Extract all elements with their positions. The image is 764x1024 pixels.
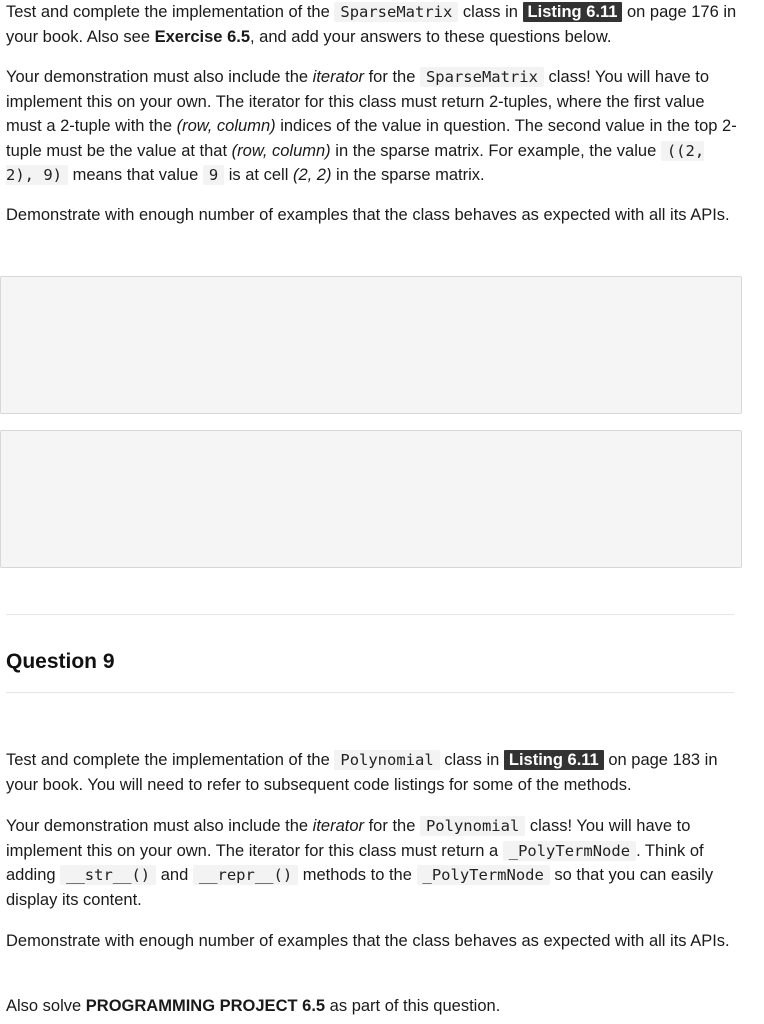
inline-code-tuple-example: ((2, 2), 9) xyxy=(6,141,705,184)
answer-textbox-1[interactable] xyxy=(0,276,742,414)
q8-demonstrate-paragraph: Demonstrate with enough number of examples that the class behaves as expected with all its APIs. xyxy=(6,206,730,224)
inline-code-sparsematrix: SparseMatrix xyxy=(334,2,458,22)
listing-badge: Listing 6.11 xyxy=(504,750,604,770)
exercise-reference: Exercise 6.5 xyxy=(154,27,251,46)
q9-intro-paragraph: Test and complete the implementation of the Polynomial class in Listing 6.11 on page 183 in your book. You will need to refer to subsequent code listings for some of the methods. xyxy=(6,751,718,794)
question-title: Question 9 xyxy=(6,650,115,673)
q9-demonstrate-paragraph: Demonstrate with enough number of examples that the class behaves as expected with all its APIs. xyxy=(6,932,730,950)
q9-project-paragraph: Also solve PROGRAMMING PROJECT 6.5 as part of this question. xyxy=(6,997,501,1015)
divider xyxy=(6,614,734,615)
q8-intro-paragraph: Test and complete the implementation of the SparseMatrix class in Listing 6.11 on page 176 in your book. Also see Exercise 6.5, and add your answers to these questions below. xyxy=(6,3,737,46)
inline-code-sparsematrix: SparseMatrix xyxy=(420,67,544,87)
inline-code-polytermnode: _PolyTermNode xyxy=(503,841,636,861)
q8-iterator-paragraph: Your demonstration must also include the iterator for the SparseMatrix class! You will have to implement this on your own. The iterator for this class must return 2-tuples, where the first value must a 2-tuple with the (row, column) indices of the value in question. The second value in the top 2-tuple must be the value at that (row, column) in the sparse matrix. For example, the value ((2, 2), 9) means that value 9 is at cell (2, 2) in the sparse matrix. xyxy=(6,68,737,184)
inline-code-polynomial: Polynomial xyxy=(334,750,439,770)
project-reference: PROGRAMMING PROJECT 6.5 xyxy=(85,997,326,1015)
inline-code-polynomial: Polynomial xyxy=(420,816,525,836)
listing-badge: Listing 6.11 xyxy=(523,2,623,22)
answer-textbox-2[interactable] xyxy=(0,430,742,568)
inline-code-polytermnode: _PolyTermNode xyxy=(417,865,550,885)
inline-code-repr: __repr__() xyxy=(193,865,298,885)
divider xyxy=(6,692,734,693)
q9-iterator-paragraph: Your demonstration must also include the iterator for the Polynomial class! You will have to implement this on your own. The iterator for this class must return a _PolyTermNode . Think of adding __str__() and __repr__() methods to the _PolyTermNode so that you can easily display its content. xyxy=(6,817,714,909)
inline-code-str: __str__() xyxy=(60,865,156,885)
inline-code-value: 9 xyxy=(203,165,224,185)
